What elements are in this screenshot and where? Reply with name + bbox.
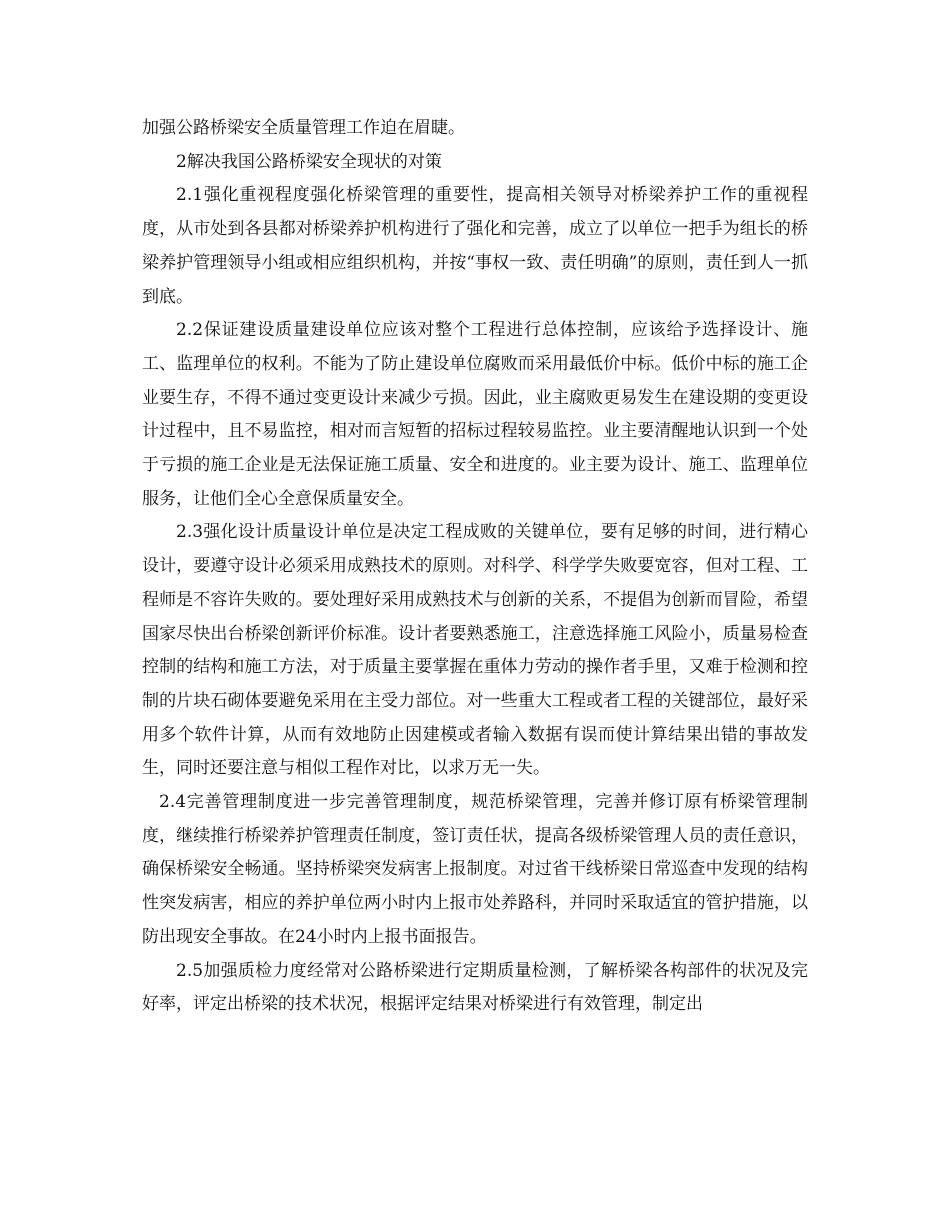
paragraph-2-4: 2.4完善管理制度进一步完善管理制度，规范桥梁管理，完善并修订原有桥梁管理制度，继续推行桥梁养护管理责任制度，签订责任状，提高各级桥梁管理人员的责任意识，确保桥梁安全畅通。坚持桥梁突发病害上报制度。对过省干线桥梁日常巡查中发现的结构性突发病害，相应的养护单位两小时内上报市处养路科，并同时采取适宜的管护措施，以防出现安全事故。在24小时内上报书面报告。	[142, 792, 808, 947]
paragraph-continuation: 加强公路桥梁安全质量管理工作迫在眉睫。	[142, 118, 465, 138]
document-body	[142, 112, 808, 1022]
paragraph-2-3: 2.3强化设计质量设计单位是决定工程成败的关键单位，要有足够的时间，进行精心设计，要遵守设计必须采用成熟技术的原则。对科学、科学学失败要宽容，但对工程、工程师是不容许失败的。要处理好采用成熟技术与创新的关系，不提倡为创新而冒险，希望国家尽快出台桥梁创新评价标准。设计者要熟悉施工，注意选择施工风险小，质量易检查控制的结构和施工方法，对于质量主要掌握在重体力劳动的操作者手里，又难于检测和控制的片块石砌体要避免采用在主受力部位。对一些重大工程或者工程的关键部位，最好采用多个软件计算，从而有效地防止因建模或者输入数据有误而使计算结果出错的事故发生，同时还要注意与相似工程作对比，以求万无一失。	[142, 522, 808, 779]
paragraph-2-2: 2.2保证建设质量建设单位应该对整个工程进行总体控制，应该给予选择设计、施工、监理单位的权利。不能为了防止建设单位腐败而采用最低价中标。低价中标的施工企业要生存，不得不通过变更设计来减少亏损。因此，业主腐败更易发生在建设期的变更设计过程中，且不易监控，相对而言短暂的招标过程较易监控。业主要清醒地认识到一个处于亏损的施工企业是无法保证施工质量、安全和进度的。业主要为设计、施工、监理单位服务，让他们全心全意保质量安全。	[142, 320, 808, 509]
section-heading: 2解决我国公路桥梁安全现状的对策	[176, 151, 442, 172]
paragraph-2-5: 2.5加强质检力度经常对公路桥梁进行定期质量检测，了解桥梁各构部件的状况及完好率，评定出桥梁的技术状况，根据评定结果对桥梁进行有效管理，制定出	[142, 960, 808, 1015]
paragraph-2-1: 2.1强化重视程度强化桥梁管理的重要性，提高相关领导对桥梁养护工作的重视程度，从市处到各县都对桥梁养护机构进行了强化和完善，成立了以单位一把手为组长的桥梁养护管理领导小组或相应组织机构，并按“事权一致、责任明确”的原则，责任到人一抓到底。	[142, 185, 808, 307]
